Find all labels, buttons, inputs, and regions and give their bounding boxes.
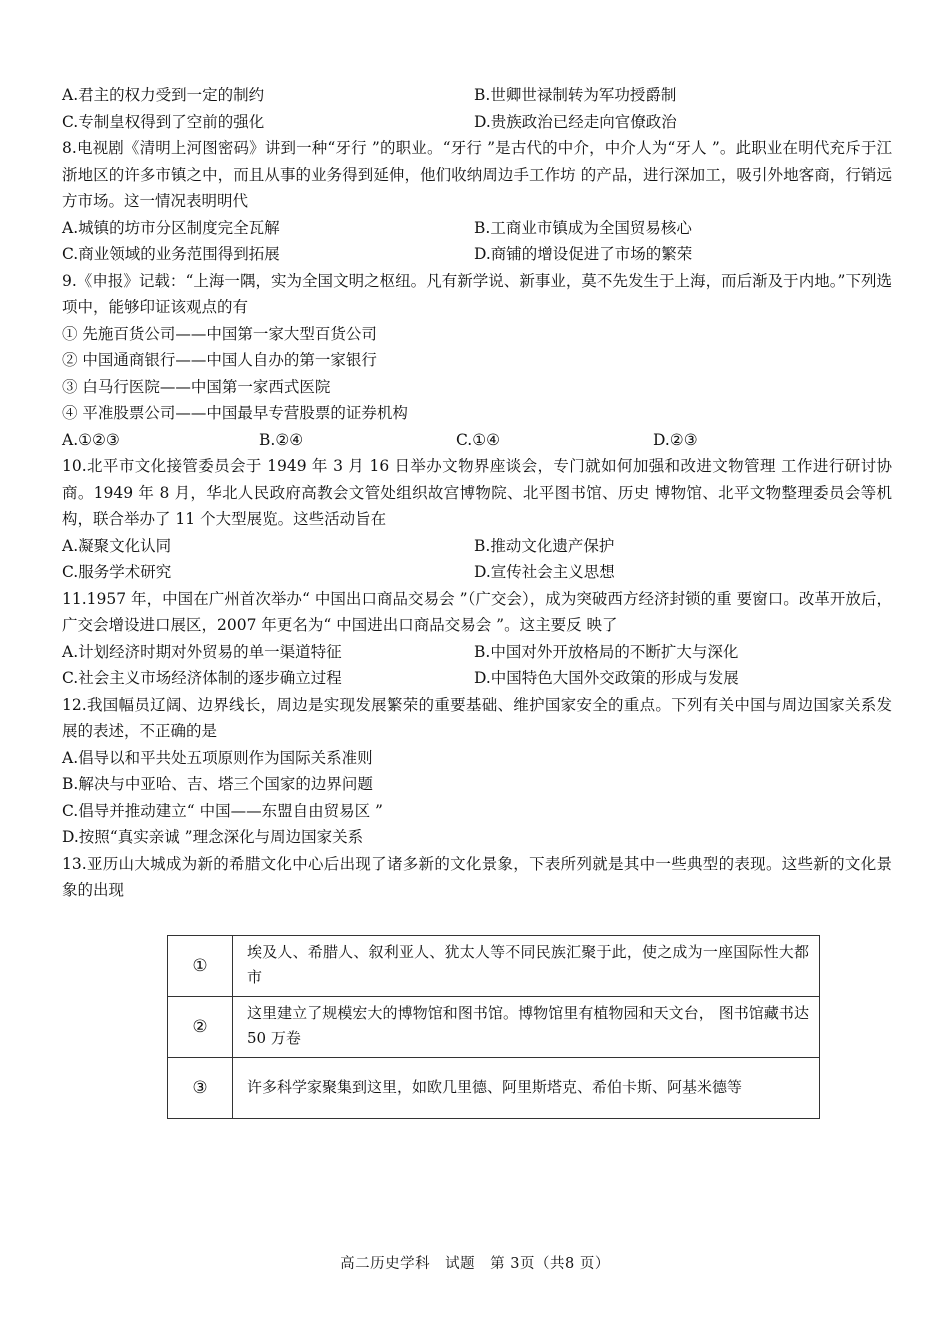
q7-option-d: D.贵族政治已经走向官僚政治: [474, 112, 677, 131]
q9-option-d: D.②③: [653, 430, 698, 449]
q10-stem: 10.北平市文化接管委员会于 1949 年 3 月 16 日举办文物界座谈会，专门就如何加强和改进文物管理 工作进行研讨协商。1949 年 8 月，华北人民政府高教会文管处组织故宫博物院、北平图书馆、历史 博物馆、北平文物整理委员会等机构，联合举办了 11 个大型展览。这些活动旨在: [62, 457, 892, 528]
q7-options-row-2: [62, 109, 892, 136]
q13-table: [167, 935, 820, 1119]
row-text: 许多科学家聚集到这里，如欧几里德、阿里斯塔克、希伯卡斯、阿基米德等: [233, 1058, 820, 1119]
page-footer: 高二历史学科 试题 第 3页（共8 页）: [340, 1256, 610, 1272]
row-number: ②: [168, 997, 233, 1058]
q9-options-row: [62, 427, 892, 454]
q11-stem: 11.1957 年，中国在广州首次举办“ 中国出口商品交易会 ”（广交会），成为突破西方经济封锁的重 要窗口。改革开放后，广交会增设进口展区，2007 年更名为“ 中国进出口商品交易会 ”。这主要反 映了: [62, 589, 892, 634]
q9-option-c: C.①④: [456, 430, 501, 449]
q12-option-b: B.解决与中亚哈、吉、塔三个国家的边界问题: [62, 775, 373, 793]
q11-option-a: A.计划经济时期对外贸易的单一渠道特征: [62, 642, 342, 661]
q8-option-b: B.工商业市镇成为全国贸易核心: [474, 218, 692, 237]
table-row: [168, 936, 820, 997]
q12-stem: 12.我国幅员辽阔、边界线长，周边是实现发展繁荣的重要基础、维护国家安全的重点。下列有关中国与周边国家关系发展的表述，不正确的是: [62, 695, 892, 740]
q8-options-row-2: [62, 241, 892, 268]
q8-option-c: C.商业领域的业务范围得到拓展: [62, 245, 280, 263]
q8-options-row-1: [62, 215, 892, 242]
q12-option-c: C.倡导并推动建立“ 中国——东盟自由贸易区 ”: [62, 801, 383, 820]
q11-option-b: B.中国对外开放格局的不断扩大与深化: [474, 642, 739, 661]
q8-option-a: A.城镇的坊市分区制度完全瓦解: [62, 218, 280, 237]
q7-options-row-1: [62, 82, 892, 109]
q9-item-4: ④ 平准股票公司——中国最早专营股票的证券机构: [62, 404, 408, 422]
row-text: 埃及人、希腊人、叙利亚人、犹太人等不同民族汇聚于此，使之成为一座国际性大都市: [233, 936, 820, 997]
q10-options-row-1: [62, 533, 892, 560]
q9-option-a: A.①②③: [62, 430, 120, 449]
q10-options-row-2: [62, 559, 892, 586]
q9-stem: 9.《申报》记载：“上海一隅，实为全国文明之枢纽。凡有新学说、新事业，莫不先发生于上海，而后渐及于内地。”下列选项中，能够印证该观点的有: [62, 271, 892, 316]
q10-option-a: A.凝聚文化认同: [62, 536, 172, 555]
q10-option-b: B.推动文化遗产保护: [474, 536, 615, 555]
q7-option-c: C.专制皇权得到了空前的强化: [62, 112, 265, 131]
q13-stem: 13.亚历山大城成为新的希腊文化中心后出现了诸多新的文化景象，下表所列就是其中一些典型的表现。这些新的文化景象的出现: [62, 854, 892, 899]
q8-stem: 8.电视剧《清明上河图密码》讲到一种“牙行 ”的职业。“牙行 ”是古代的中介，中介人为“牙人 ”。此职业在明代充斥于江浙地区的许多市镇之中，而且从事的业务得到延伸，他们收纳周边手工作坊 的产品，进行深加工，吸引外地客商，行销远方市场。这一情况表明明代: [62, 139, 892, 210]
q9-item-2: ② 中国通商银行——中国人自办的第一家银行: [62, 351, 377, 369]
table-row: [168, 997, 820, 1058]
q9-item-1: ① 先施百货公司——中国第一家大型百货公司: [62, 324, 377, 343]
q11-option-d: D.中国特色大国外交政策的形成与发展: [474, 669, 739, 687]
row-text: 这里建立了规模宏大的博物馆和图书馆。博物馆里有植物园和天文台， 图书馆藏书达50 万卷: [233, 997, 820, 1058]
row-number: ①: [168, 936, 233, 997]
table-row: [168, 1058, 820, 1119]
q7-option-a: A.君主的权力受到一定的制约: [62, 86, 265, 104]
q12-option-a: A.倡导以和平共处五项原则作为国际关系准则: [62, 748, 373, 767]
exam-page: [62, 82, 892, 904]
q9-item-3: ③ 白马行医院——中国第一家西式医院: [62, 377, 331, 396]
q10-option-d: D.宣传社会主义思想: [474, 563, 615, 581]
q8-option-d: D.商铺的增设促进了市场的繁荣: [474, 245, 693, 263]
q12-option-d: D.按照“真实亲诚 ”理念深化与周边国家关系: [62, 828, 364, 846]
q9-option-b: B.②④: [259, 430, 304, 449]
q10-option-c: C.服务学术研究: [62, 563, 172, 581]
q11-option-c: C.社会主义市场经济体制的逐步确立过程: [62, 669, 342, 687]
q7-option-b: B.世卿世禄制转为军功授爵制: [474, 86, 677, 104]
q11-options-row-2: [62, 665, 892, 692]
q11-options-row-1: [62, 639, 892, 666]
row-number: ③: [168, 1058, 233, 1119]
